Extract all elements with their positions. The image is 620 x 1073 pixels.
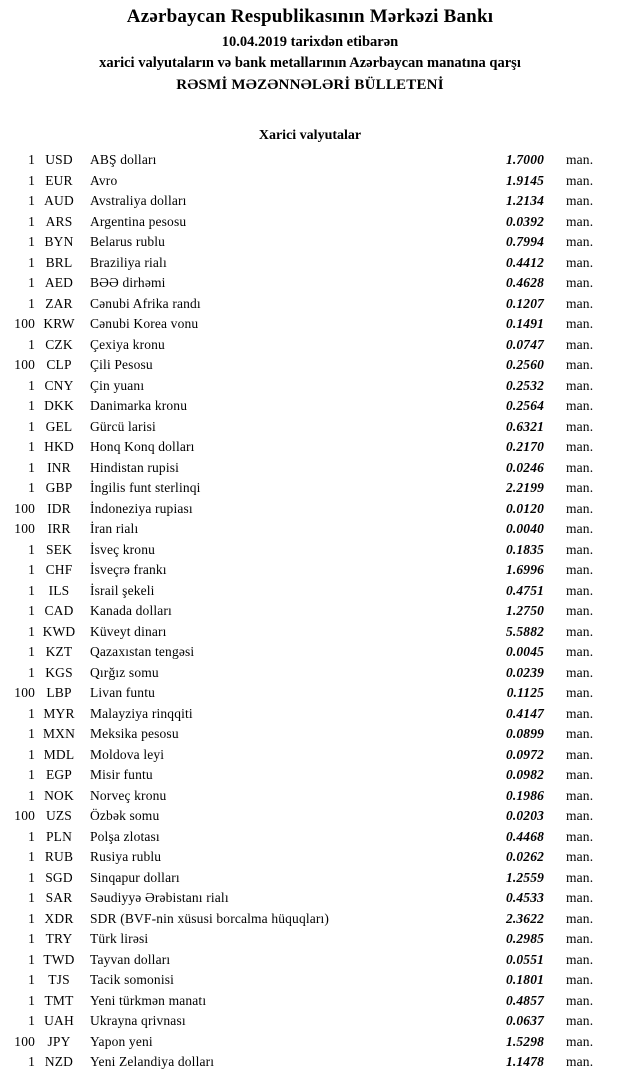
rate-cell: 1.2750 (505, 603, 544, 618)
table-row (0, 355, 620, 376)
currency-name-cell: ABŞ dolları (90, 152, 157, 167)
rate-cell: 0.1835 (505, 541, 544, 557)
code-cell: NOK (44, 787, 74, 803)
table-row (0, 601, 620, 622)
currency-name-cell: Qırğız somu (90, 664, 159, 680)
code-cell: KRW (43, 316, 75, 331)
qty-cell: 1 (28, 972, 35, 987)
code-cell: CLP (46, 357, 72, 372)
currency-name-cell: Yeni Zelandiya dolları (90, 1054, 215, 1069)
unit-cell: man. (566, 541, 594, 557)
code-cell: UAH (44, 1013, 74, 1028)
table-row (0, 294, 620, 315)
code-cell: INR (47, 459, 71, 475)
currency-name-cell: Braziliya rialı (90, 254, 167, 270)
table-row (0, 519, 620, 540)
qty-cell: 1 (28, 849, 35, 864)
rate-cell: 0.1207 (505, 295, 544, 311)
effective-date: 10.04.2019 tarixdən etibarən (221, 34, 399, 50)
unit-cell: man. (566, 254, 594, 270)
unit-cell: man. (566, 951, 594, 967)
rate-cell: 0.0239 (505, 664, 544, 680)
table-row (0, 806, 620, 827)
unit-cell: man. (566, 439, 594, 454)
table-row (0, 191, 620, 212)
rate-cell: 1.2134 (505, 193, 544, 208)
rate-cell: 0.6321 (505, 418, 544, 434)
table-row (0, 499, 620, 520)
rate-cell: 0.2532 (505, 377, 544, 393)
table-row (0, 704, 620, 725)
currency-name-cell: Avro (90, 172, 118, 188)
rate-cell: 1.1478 (505, 1054, 544, 1069)
rate-cell: 0.4468 (505, 828, 544, 844)
qty-cell: 100 (14, 500, 35, 516)
qty-cell: 1 (28, 767, 35, 782)
currency-name-cell: İsrail şekeli (90, 582, 155, 598)
currency-name-cell: Norveç kronu (90, 787, 167, 803)
qty-cell: 1 (28, 418, 35, 434)
table-row (0, 745, 620, 766)
unit-cell: man. (566, 152, 594, 167)
qty-cell: 1 (28, 746, 35, 762)
code-cell: GEL (45, 418, 73, 434)
currency-name-cell: Cənubi Korea vonu (90, 316, 199, 331)
currency-name-cell: BƏƏ dirhəmi (90, 275, 166, 290)
currency-name-cell: İndoneziya rupiası (90, 500, 193, 516)
unit-cell: man. (566, 705, 594, 721)
currency-name-cell: Çili Pesosu (90, 357, 153, 372)
rate-cell: 0.0982 (505, 767, 544, 782)
unit-cell: man. (566, 992, 594, 1008)
unit-cell: man. (566, 623, 594, 639)
rate-cell: 0.2560 (505, 357, 544, 372)
table-row (0, 663, 620, 684)
currency-name-cell: Gürcü larisi (90, 418, 156, 434)
qty-cell: 1 (28, 910, 35, 926)
rate-cell: 0.4628 (505, 275, 544, 290)
qty-cell: 1 (28, 992, 35, 1008)
unit-cell: man. (566, 459, 594, 475)
code-cell: GBP (45, 480, 73, 495)
currency-name-cell: Türk lirəsi (90, 931, 149, 946)
qty-cell: 1 (28, 869, 35, 885)
currency-name-cell: Cənubi Afrika randı (90, 295, 201, 311)
table-row (0, 171, 620, 192)
code-cell: MXN (43, 726, 75, 741)
code-cell: SAR (45, 890, 73, 905)
bulletin-subtitle: xarici valyutaların və bank metallarının Azərbaycan manatına qarşı (99, 55, 521, 71)
code-cell: CHF (45, 562, 73, 577)
qty-cell: 1 (28, 726, 35, 741)
rate-cell: 0.0262 (505, 849, 544, 864)
qty-cell: 1 (28, 582, 35, 598)
unit-cell: man. (566, 849, 594, 864)
code-cell: ZAR (45, 295, 73, 311)
code-cell: MDL (43, 746, 75, 762)
rate-cell: 0.2170 (505, 439, 544, 454)
code-cell: TWD (43, 951, 75, 967)
rate-cell: 0.1801 (505, 972, 544, 987)
rates-table (0, 150, 620, 1073)
qty-cell: 100 (14, 1033, 35, 1049)
unit-cell: man. (566, 1013, 594, 1028)
code-cell: SGD (45, 869, 73, 885)
qty-cell: 1 (28, 787, 35, 803)
unit-cell: man. (566, 808, 594, 823)
unit-cell: man. (566, 213, 594, 229)
code-cell: CZK (45, 336, 73, 352)
qty-cell: 100 (14, 316, 35, 331)
qty-cell: 100 (14, 685, 35, 700)
qty-cell: 1 (28, 480, 35, 495)
table-row (0, 1011, 620, 1032)
table-row (0, 376, 620, 397)
qty-cell: 1 (28, 705, 35, 721)
unit-cell: man. (566, 357, 594, 372)
code-cell: KZT (45, 644, 73, 659)
table-row (0, 417, 620, 438)
table-row (0, 560, 620, 581)
rate-cell: 1.5298 (505, 1033, 544, 1049)
unit-cell: man. (566, 336, 594, 352)
currency-name-cell: Meksika pesosu (90, 726, 179, 741)
table-row (0, 540, 620, 561)
table-row (0, 437, 620, 458)
currency-name-cell: Səudiyyə Ərəbistanı rialı (90, 890, 229, 905)
currency-name-cell: İsveçrə frankı (90, 562, 167, 577)
code-cell: IDR (47, 500, 71, 516)
code-cell: ARS (45, 213, 73, 229)
unit-cell: man. (566, 1033, 594, 1049)
unit-cell: man. (566, 644, 594, 659)
code-cell: KGS (45, 664, 73, 680)
unit-cell: man. (566, 500, 594, 516)
qty-cell: 1 (28, 377, 35, 393)
code-cell: CAD (44, 603, 74, 618)
unit-cell: man. (566, 398, 594, 413)
rate-cell: 0.0246 (505, 459, 544, 475)
currency-name-cell: Livan funtu (90, 685, 156, 700)
rate-cell: 0.0120 (505, 500, 544, 516)
rate-cell: 0.1491 (505, 316, 544, 331)
rate-cell: 0.2564 (505, 398, 544, 413)
table-row (0, 991, 620, 1012)
qty-cell: 1 (28, 664, 35, 680)
section-title-foreign-currencies: Xarici valyutalar (258, 128, 362, 143)
rate-cell: 0.2985 (505, 931, 544, 946)
code-cell: JPY (47, 1033, 71, 1049)
bank-name: Azərbaycan Respublikasının Mərkəzi Bankı (126, 6, 494, 27)
code-cell: XDR (44, 910, 74, 926)
rate-cell: 0.0747 (505, 336, 544, 352)
unit-cell: man. (566, 316, 594, 331)
qty-cell: 1 (28, 644, 35, 659)
table-row (0, 212, 620, 233)
unit-cell: man. (566, 234, 594, 249)
unit-cell: man. (566, 582, 594, 598)
table-row (0, 642, 620, 663)
code-cell: MYR (43, 705, 75, 721)
qty-cell: 1 (28, 439, 35, 454)
rate-cell: 0.0637 (505, 1013, 544, 1028)
currency-name-cell: Kanada dolları (90, 603, 172, 618)
rate-cell: 5.5882 (505, 623, 544, 639)
qty-cell: 1 (28, 951, 35, 967)
table-row (0, 1032, 620, 1053)
qty-cell: 1 (28, 398, 35, 413)
rate-cell: 0.4147 (505, 705, 544, 721)
table-row (0, 622, 620, 643)
code-cell: AED (44, 275, 74, 290)
table-row (0, 827, 620, 848)
document-header (0, 0, 620, 96)
rate-cell: 0.0972 (505, 746, 544, 762)
currency-name-cell: SDR (BVF-nin xüsusi borcalma hüquqları) (90, 910, 330, 926)
code-cell: USD (45, 152, 73, 167)
code-cell: PLN (46, 828, 72, 844)
qty-cell: 1 (28, 562, 35, 577)
table-row (0, 253, 620, 274)
rate-cell: 0.7994 (505, 234, 544, 249)
currency-name-cell: Küveyt dinarı (90, 623, 167, 639)
unit-cell: man. (566, 726, 594, 741)
rate-cell: 0.0045 (505, 644, 544, 659)
code-cell: SEK (46, 541, 72, 557)
rate-cell: 1.2559 (505, 869, 544, 885)
code-cell: DKK (44, 398, 74, 413)
table-row (0, 929, 620, 950)
rate-cell: 1.9145 (505, 172, 544, 188)
table-row (0, 868, 620, 889)
table-row (0, 683, 620, 704)
table-row (0, 765, 620, 786)
qty-cell: 1 (28, 1054, 35, 1069)
qty-cell: 1 (28, 459, 35, 475)
rate-cell: 0.4412 (505, 254, 544, 270)
unit-cell: man. (566, 787, 594, 803)
code-cell: IRR (47, 521, 71, 536)
rate-cell: 0.1125 (506, 685, 544, 700)
unit-cell: man. (566, 1054, 594, 1069)
table-row (0, 909, 620, 930)
table-row (0, 847, 620, 868)
unit-cell: man. (566, 193, 594, 208)
qty-cell: 100 (14, 357, 35, 372)
code-cell: NZD (44, 1054, 74, 1069)
currency-name-cell: İran rialı (90, 521, 139, 536)
code-cell: BRL (45, 254, 73, 270)
code-cell: CNY (44, 377, 74, 393)
currency-name-cell: Yapon yeni (90, 1033, 153, 1049)
currency-name-cell: Çin yuanı (90, 377, 145, 393)
qty-cell: 1 (28, 254, 35, 270)
qty-cell: 1 (28, 931, 35, 946)
unit-cell: man. (566, 418, 594, 434)
currency-name-cell: Honq Konq dolları (90, 439, 195, 454)
rate-cell: 2.3622 (505, 910, 544, 926)
qty-cell: 100 (14, 808, 35, 823)
code-cell: LBP (46, 685, 72, 700)
unit-cell: man. (566, 972, 594, 987)
qty-cell: 1 (28, 275, 35, 290)
unit-cell: man. (566, 890, 594, 905)
rate-cell: 0.1986 (505, 787, 544, 803)
code-cell: TJS (48, 972, 70, 987)
table-row (0, 1052, 620, 1073)
code-cell: EUR (45, 172, 73, 188)
currency-name-cell: Sinqapur dolları (90, 869, 180, 885)
bulletin-title: RƏSMİ MƏZƏNNƏLƏRİ BÜLLETENİ (176, 77, 444, 93)
currency-name-cell: Misir funtu (90, 767, 153, 782)
currency-name-cell: Çexiya kronu (90, 336, 165, 352)
table-row (0, 888, 620, 909)
code-cell: EGP (46, 767, 72, 782)
currency-name-cell: İsveç kronu (90, 541, 156, 557)
currency-name-cell: Argentina pesosu (90, 213, 187, 229)
table-row (0, 724, 620, 745)
qty-cell: 1 (28, 213, 35, 229)
table-row (0, 232, 620, 253)
currency-name-cell: Tayvan dolları (90, 951, 171, 967)
currency-name-cell: Polşa zlotası (90, 828, 160, 844)
currency-name-cell: Avstraliya dolları (90, 193, 187, 208)
qty-cell: 1 (28, 541, 35, 557)
unit-cell: man. (566, 910, 594, 926)
currency-name-cell: Belarus rublu (90, 234, 166, 249)
table-row (0, 335, 620, 356)
unit-cell: man. (566, 562, 594, 577)
qty-cell: 1 (28, 603, 35, 618)
qty-cell: 1 (28, 152, 35, 167)
unit-cell: man. (566, 931, 594, 946)
currency-name-cell: Ukrayna qrivnası (90, 1013, 186, 1028)
rate-cell: 0.4751 (505, 582, 544, 598)
table-row (0, 458, 620, 479)
table-row (0, 950, 620, 971)
qty-cell: 1 (28, 1013, 35, 1028)
currency-name-cell: Özbək somu (90, 808, 160, 823)
table-row (0, 970, 620, 991)
table-row (0, 478, 620, 499)
currency-name-cell: Qazaxıstan tengəsi (90, 644, 195, 659)
table-row (0, 396, 620, 417)
table-row (0, 150, 620, 171)
currency-name-cell: İngilis funt sterlinqi (90, 480, 201, 495)
table-row (0, 786, 620, 807)
qty-cell: 1 (28, 828, 35, 844)
rate-cell: 0.4533 (505, 890, 544, 905)
table-row (0, 581, 620, 602)
code-cell: BYN (44, 234, 74, 249)
qty-cell: 1 (28, 234, 35, 249)
rate-cell: 1.6996 (505, 562, 544, 577)
qty-cell: 1 (28, 623, 35, 639)
code-cell: TRY (45, 931, 73, 946)
unit-cell: man. (566, 521, 594, 536)
qty-cell: 1 (28, 193, 35, 208)
code-cell: AUD (44, 193, 74, 208)
code-cell: ILS (48, 582, 70, 598)
unit-cell: man. (566, 828, 594, 844)
rate-cell: 2.2199 (505, 480, 544, 495)
unit-cell: man. (566, 664, 594, 680)
currency-name-cell: Rusiya rublu (90, 849, 162, 864)
currency-name-cell: Hindistan rupisi (90, 459, 180, 475)
unit-cell: man. (566, 746, 594, 762)
unit-cell: man. (566, 685, 594, 700)
rate-cell: 1.7000 (505, 152, 544, 167)
rate-cell: 0.4857 (505, 992, 544, 1008)
code-cell: UZS (46, 808, 72, 823)
unit-cell: man. (566, 172, 594, 188)
currency-name-cell: Malayziya rinqqiti (90, 705, 193, 721)
qty-cell: 1 (28, 890, 35, 905)
currency-name-cell: Danimarka kronu (90, 398, 188, 413)
qty-cell: 1 (28, 172, 35, 188)
code-cell: RUB (44, 849, 74, 864)
rate-cell: 0.0203 (505, 808, 544, 823)
rate-cell: 0.0551 (505, 951, 544, 967)
rate-cell: 0.0040 (505, 521, 544, 536)
qty-cell: 1 (28, 295, 35, 311)
code-cell: TMT (44, 992, 74, 1008)
table-row (0, 314, 620, 335)
qty-cell: 100 (14, 521, 35, 536)
currency-name-cell: Yeni türkmən manatı (90, 992, 207, 1008)
rate-cell: 0.0899 (505, 726, 544, 741)
currency-name-cell: Moldova leyi (90, 746, 165, 762)
unit-cell: man. (566, 480, 594, 495)
currency-name-cell: Tacik somonisi (90, 972, 175, 987)
unit-cell: man. (566, 869, 594, 885)
unit-cell: man. (566, 377, 594, 393)
unit-cell: man. (566, 275, 594, 290)
qty-cell: 1 (28, 336, 35, 352)
code-cell: KWD (42, 623, 76, 639)
table-row (0, 273, 620, 294)
rate-cell: 0.0392 (505, 213, 544, 229)
unit-cell: man. (566, 603, 594, 618)
unit-cell: man. (566, 767, 594, 782)
unit-cell: man. (566, 295, 594, 311)
code-cell: HKD (44, 439, 74, 454)
